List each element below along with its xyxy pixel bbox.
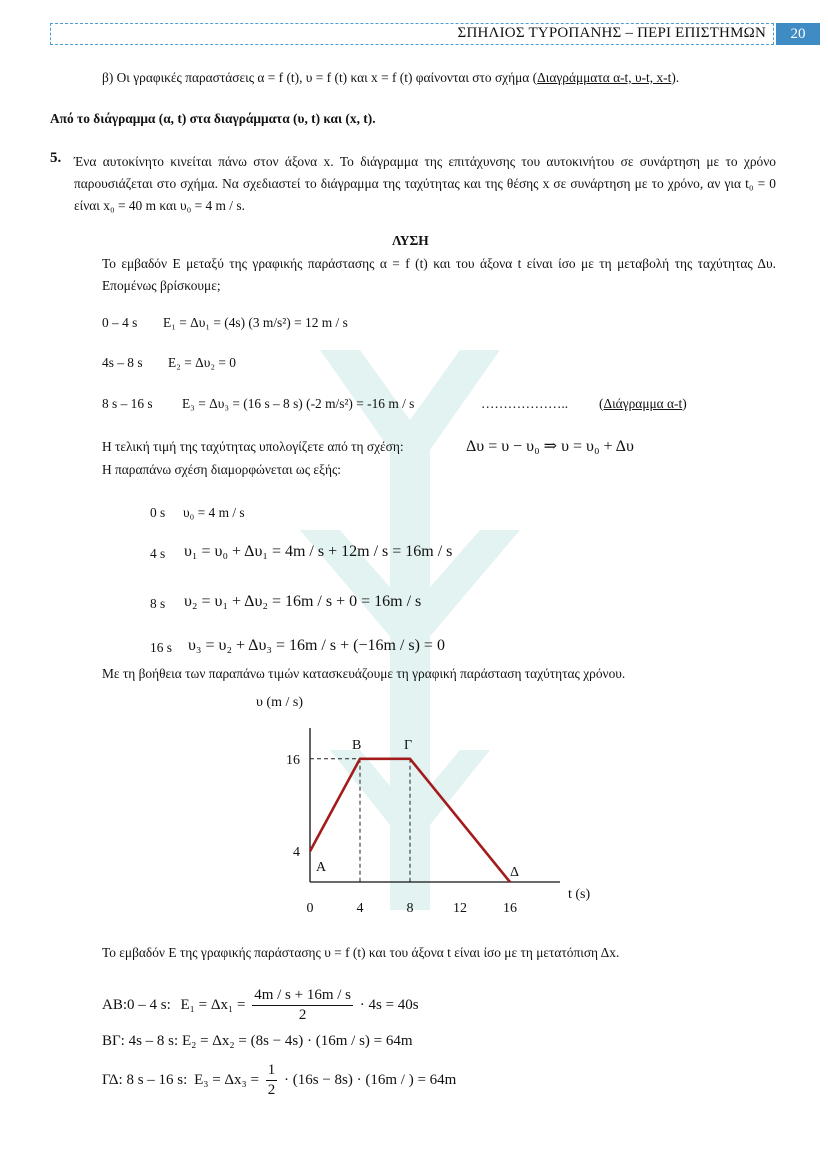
x-tick-label-0: 0 xyxy=(306,901,314,916)
x-tick-label-4: 4 xyxy=(356,901,364,916)
gd-denominator: 2 xyxy=(267,1082,276,1098)
ab-numerator: 4m / s + 16m / s xyxy=(252,987,353,1006)
gd-fraction xyxy=(266,1062,278,1099)
solution-paragraph-2: Η τελική τιμή της ταχύτητας υπολογίζετε από τη σχέση: xyxy=(102,439,404,454)
intro-line xyxy=(102,70,679,86)
ab-rhs: · 4s = 40s xyxy=(359,996,419,1013)
y-tick-label-4: 4 xyxy=(293,845,300,861)
point-label-1: Α xyxy=(316,860,327,876)
leader-dots: ……………….. xyxy=(481,396,569,411)
y-tick-label-16: 16 xyxy=(286,752,300,768)
x-tick-label-16: 16 xyxy=(503,901,517,916)
v0-equation: υ₀ = 4 m / s xyxy=(183,505,245,520)
v3-time: 16 s xyxy=(150,640,172,655)
ab-denominator: 2 xyxy=(298,1007,307,1023)
header-title: ΣΠΗΛΙΟΣ ΤΥΡΟΠΑΝΗΣ – ΠΕΡΙ ΕΠΙΣΤΗΜΩΝ xyxy=(457,25,766,41)
ab-fraction xyxy=(252,987,353,1024)
solution-title: ΛΥΣΗ xyxy=(392,233,429,248)
point-label-2: Β xyxy=(352,737,362,753)
bg-label: ΒΓ: 4s – 8 s: xyxy=(102,1033,179,1049)
bg-displacement xyxy=(102,1033,413,1050)
solution-paragraph-1: Το εμβαδόν Ε μεταξύ της γραφικής παράστασης α = f (t) και του άξονα t είναι ίσο με τη μεταβολή της ταχύτητας Δυ. Επομένως βρίσκουμε; xyxy=(102,256,776,293)
v0-time: 0 s xyxy=(150,505,166,520)
ab-lhs: E₁ = Δx₁ = xyxy=(180,996,246,1013)
gd-lhs: E₃ = Δx₃ = xyxy=(194,1071,259,1088)
gd-displacement xyxy=(102,1062,456,1099)
bg-equation: E₂ = Δx₂ = (8s − 4s) · (16m / s) = 64m xyxy=(181,1033,413,1049)
v2-time: 8 s xyxy=(150,596,166,611)
velocity-time-chart xyxy=(240,690,600,925)
v2-equation: υ₂ = υ₁ + Δυ₂ = 16m / s + 0 = 16m / s xyxy=(184,593,422,610)
gd-numerator: 1 xyxy=(266,1062,278,1081)
x-axis-label: t (s) xyxy=(568,887,591,902)
velocity-relation: Δυ = υ − υ₀ ⇒ υ = υ₀ + Δυ xyxy=(466,438,634,455)
x-tick-label-12: 12 xyxy=(453,901,467,916)
e3-range: 8 s – 16 s xyxy=(102,396,153,411)
diagram-at-link[interactable]: Διάγραμμα α-t xyxy=(603,396,683,411)
v3-equation: υ₃ = υ₂ + Δυ₃ = 16m / s + (−16m / s) = 0 xyxy=(188,637,445,654)
v1-time: 4 s xyxy=(150,546,166,561)
gd-rhs: · (16s − 8s) · (16m / ) = 64m xyxy=(284,1071,457,1088)
y-axis-label: υ (m / s) xyxy=(256,695,303,710)
solution-paragraph-4: Με τη βοήθεια των παραπάνω τιμών κατασκευάζουμε τη γραφική παράσταση ταχύτητας χρόνου. xyxy=(102,666,626,681)
diagrams-link[interactable]: Διαγράμματα α-t, υ-t, x-t xyxy=(537,70,672,85)
point-label-4: Δ xyxy=(510,865,520,880)
velocity-series-line xyxy=(310,759,510,882)
problem-text: Ένα αυτοκίνητο κινείται πάνω στον άξονα x. Το διάγραμμα της επιτάχυνσης του αυτοκινήτου σε συνάρτηση με το χρόνο παρουσιάζεται στο σχήμα. Να σχεδιαστεί το διάγραμμα της ταχύτητας και της θέσης x σε συνάρτηση με το χρόνο, αν για t₀ = 0 είναι x₀ = 40 m και υ₀ = 4 m / s. xyxy=(74,154,776,213)
ab-displacement xyxy=(102,987,419,1024)
solution-paragraph-5: Το εμβαδόν Ε της γραφικής παράστασης υ = f (t) και του άξονα t είναι ίσο με τη μετατόπιση Δx. xyxy=(102,945,620,960)
e2-equation: E₂ = Δυ₂ = 0 xyxy=(168,355,236,370)
gd-label: ΓΔ: 8 s – 16 s: xyxy=(102,1071,188,1088)
solution-paragraph-3: Η παραπάνω σχέση διαμορφώνεται ως εξής: xyxy=(102,462,341,477)
page-number: 20 xyxy=(776,23,820,45)
e1-equation: E₁ = Δυ₁ = (4s) (3 m/s²) = 12 m / s xyxy=(163,315,348,330)
ab-label: ΑΒ:0 – 4 s: xyxy=(102,996,171,1013)
section-title: Από το διάγραμμα (α, t) στα διαγράμματα (υ, t) και (x, t). xyxy=(50,111,376,126)
x-tick-label-8: 8 xyxy=(406,901,414,916)
v1-equation: υ₁ = υ₀ + Δυ₁ = 4m / s + 12m / s = 16m / s xyxy=(184,543,453,560)
e3-equation: E₃ = Δυ₃ = (16 s – 8 s) (-2 m/s²) = -16 m / s xyxy=(182,396,415,411)
point-label-3: Γ xyxy=(404,737,413,753)
intro-text: β) Οι γραφικές παραστάσεις α = f (t), υ = f (t) και x = f (t) φαίνονται στο σχήμα ( xyxy=(102,70,538,85)
problem-number: 5. xyxy=(50,150,62,166)
e2-range: 4s – 8 s xyxy=(102,355,143,370)
e1-range: 0 – 4 s xyxy=(102,315,138,330)
intro-end: ). xyxy=(671,70,680,85)
